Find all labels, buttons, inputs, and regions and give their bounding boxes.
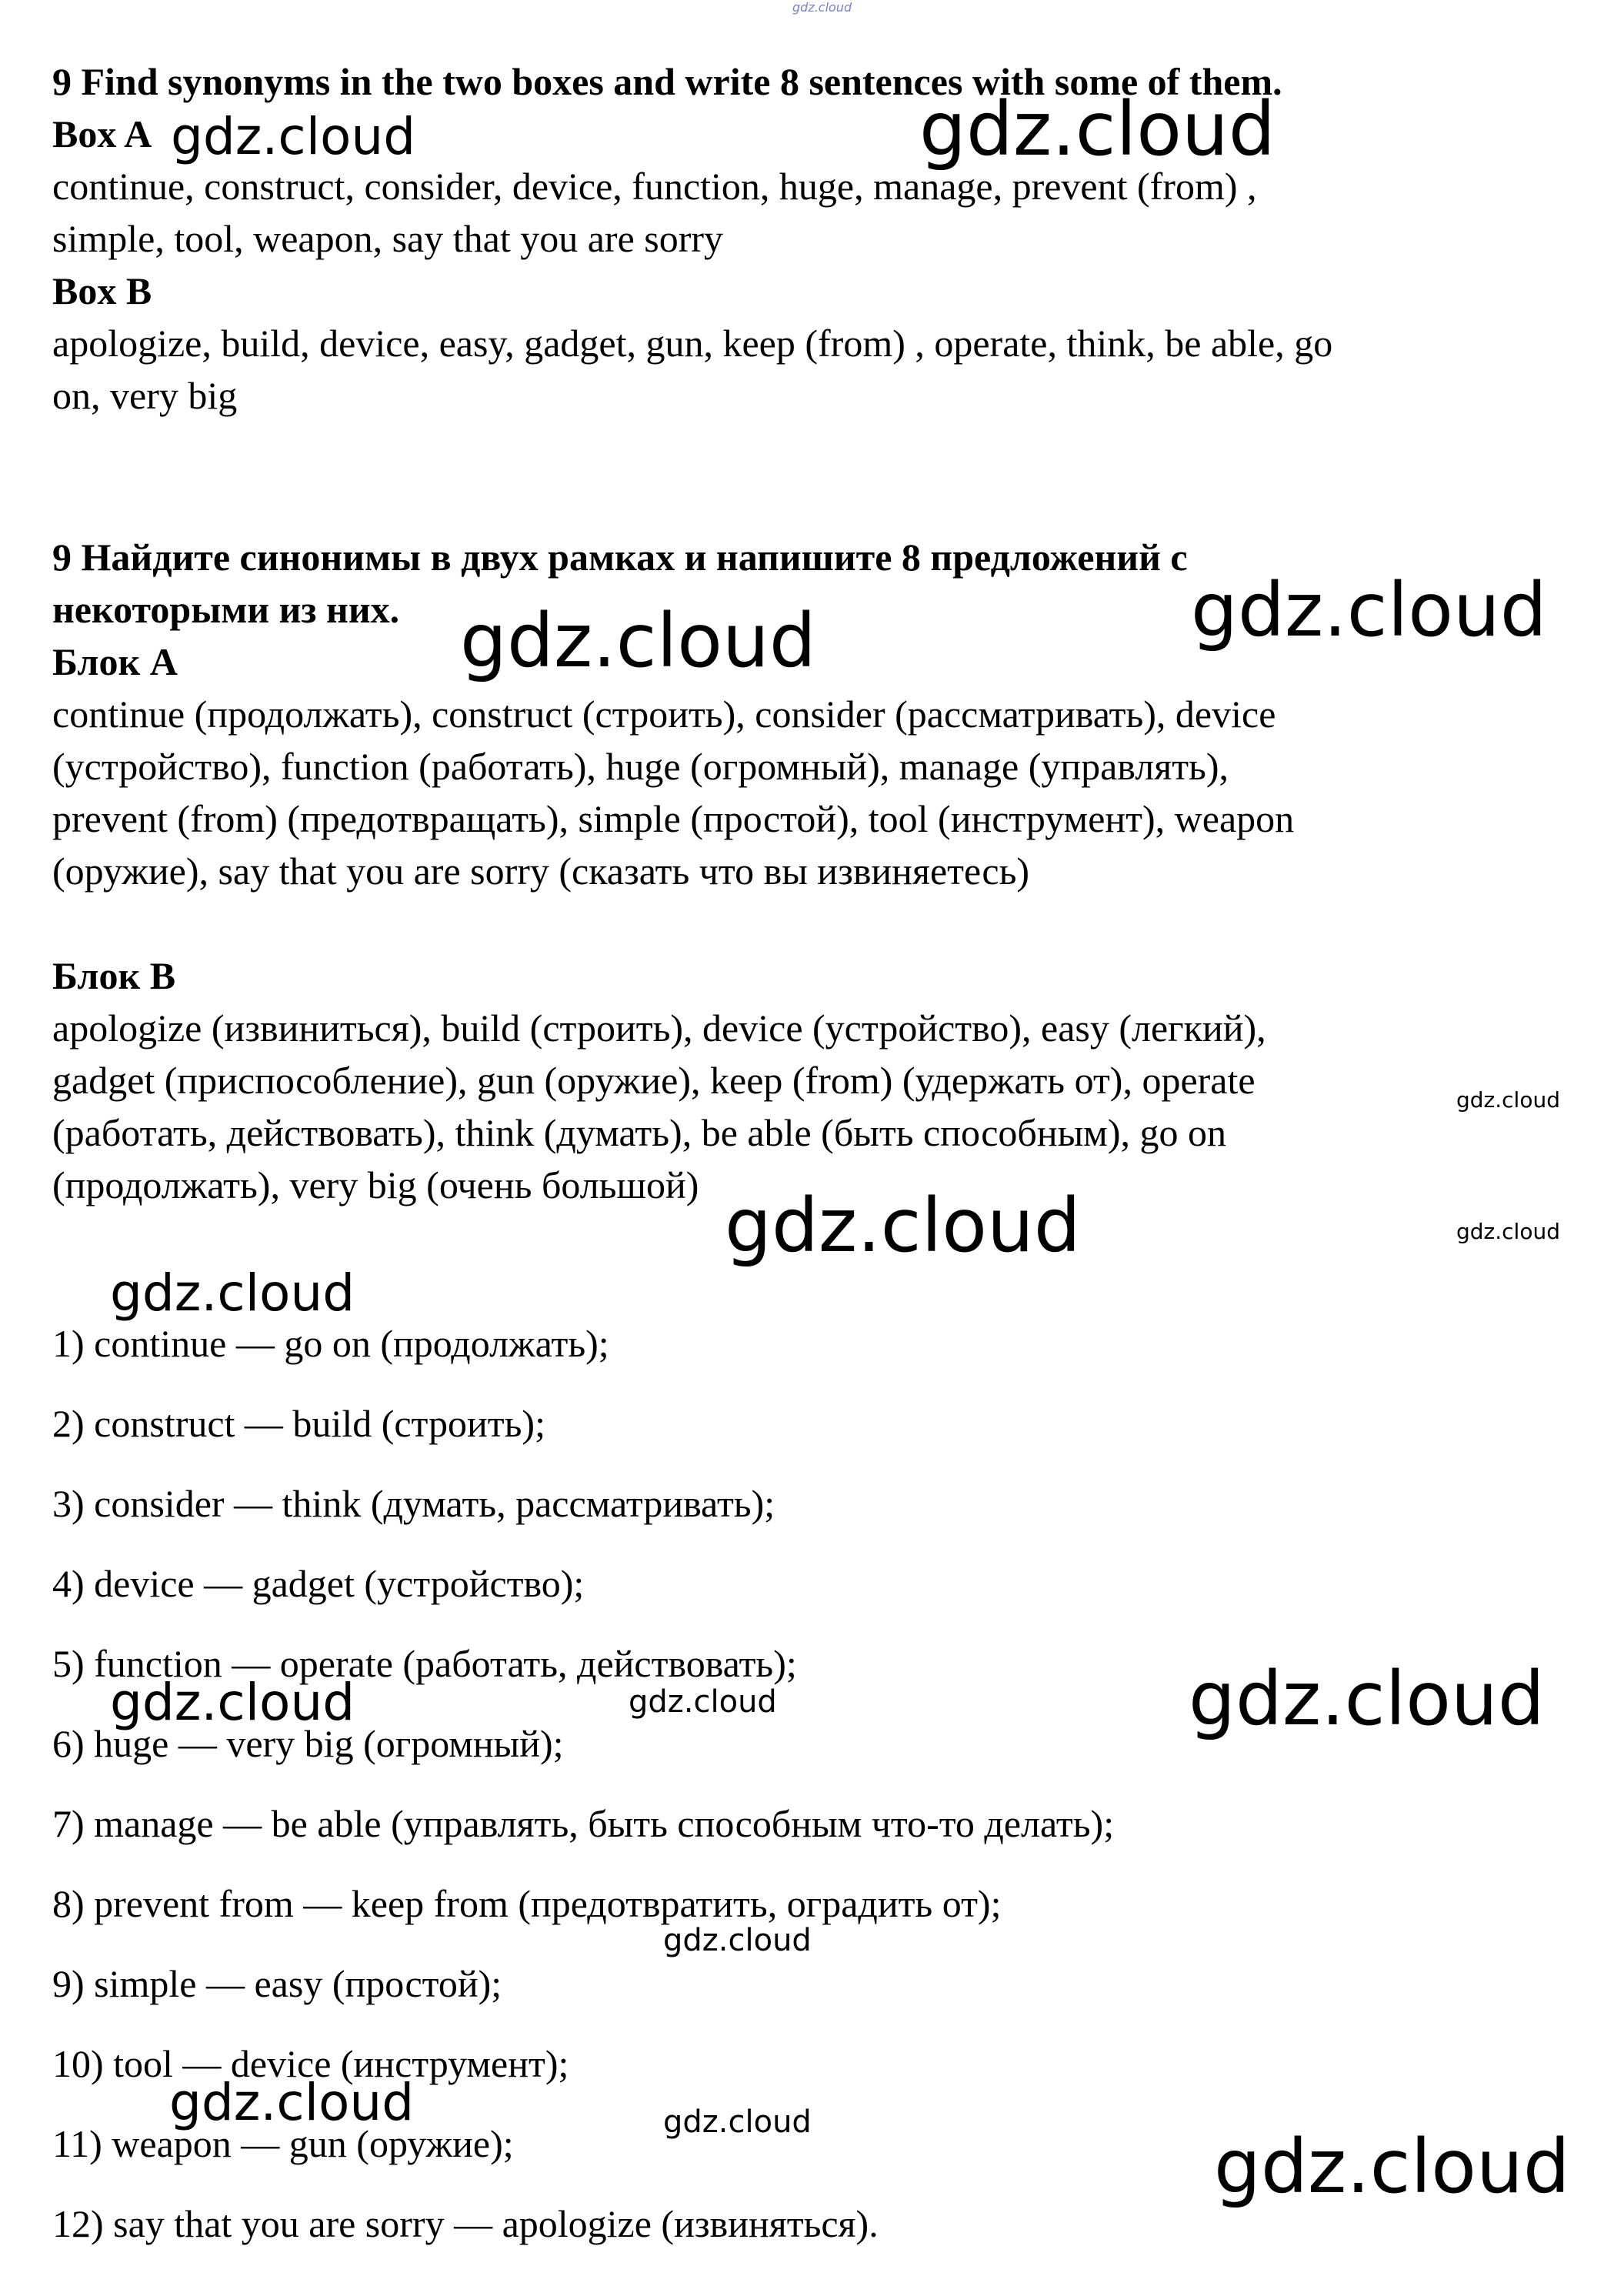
watermark: gdz.cloud [1191,567,1547,653]
answer-item: 7) manage — be able (управлять, быть способным что-то делать); [52,1802,1115,1845]
watermark: gdz.cloud [110,1673,355,1732]
answer-item: 10) tool — device (инструмент); [52,2042,569,2085]
watermark: gdz.cloud [110,1263,355,1323]
watermark: gdz.cloud [169,2073,415,2132]
watermark: gdz.cloud [1456,1087,1560,1113]
box-a-label: Box A [52,112,152,155]
block-a-line-1: continue (продолжать), construct (строить), consider (рассматривать), device [52,692,1276,736]
block-b-line-1: apologize (извиниться), build (строить), device (устройство), easy (легкий), [52,1006,1266,1050]
answer-item: 11) weapon — gun (оружие); [52,2122,514,2165]
watermark: gdz.cloud [663,2104,812,2140]
block-a-line-2: (устройство), function (работать), huge (огромный), manage (управлять), [52,745,1229,788]
watermark: gdz.cloud [460,598,816,684]
answer-item: 8) prevent from — keep from (предотвратить, оградить от); [52,1882,1002,1925]
box-b-line-1: apologize, build, device, easy, gadget, gun, keep (from) , operate, think, be able, go [52,322,1333,365]
block-a-line-4: (оружие), say that you are sorry (сказать что вы извиняетесь) [52,849,1030,893]
answer-item: 4) device — gadget (устройство); [52,1562,585,1605]
watermark: gdz.cloud [1456,1219,1560,1244]
block-a-label: Блок А [52,640,178,683]
english-heading: 9 Find synonyms in the two boxes and write 8 sentences with some of them. [52,60,1282,103]
russian-heading-line-1: 9 Найдите синонимы в двух рамках и напишите 8 предложений с [52,536,1188,579]
watermark: gdz.cloud [1189,1656,1545,1742]
watermark: gdz.cloud [171,107,416,166]
russian-heading-line-2: некоторыми из них. [52,588,400,631]
top-watermark: gdz.cloud [792,0,852,15]
box-a-line-1: continue, construct, consider, device, function, huge, manage, prevent (from) , [52,165,1257,208]
watermark: gdz.cloud [663,1923,812,1958]
watermark: gdz.cloud [725,1183,1081,1269]
answer-item: 6) huge — very big (огромный); [52,1722,564,1765]
block-b-label: Блок В [52,954,176,997]
answer-item: 2) construct — build (строить); [52,1402,545,1445]
watermark: gdz.cloud [919,86,1276,172]
answer-item: 9) simple — easy (простой); [52,1962,502,2005]
block-b-line-2: gadget (приспособление), gun (оружие), keep (from) (удержать от), operate [52,1059,1256,1102]
answer-item: 3) consider — think (думать, рассматривать); [52,1482,775,1525]
block-a-line-3: prevent (from) (предотвращать), simple (простой), tool (инструмент), weapon [52,797,1295,840]
box-a-line-2: simple, tool, weapon, say that you are sorry [52,217,724,260]
answer-item: 5) function — operate (работать, действовать); [52,1642,797,1685]
answer-item: 12) say that you are sorry — apologize (извиняться). [52,2202,879,2245]
answer-item: 1) continue — go on (продолжать); [52,1322,609,1365]
block-b-line-3: (работать, действовать), think (думать), be able (быть способным), go on [52,1111,1226,1154]
box-b-line-2: on, very big [52,374,238,417]
block-b-line-4: (продолжать), very big (очень большой) [52,1163,699,1206]
box-b-label: Box B [52,269,152,312]
watermark: gdz.cloud [1214,2124,1570,2210]
watermark: gdz.cloud [629,1684,777,1720]
